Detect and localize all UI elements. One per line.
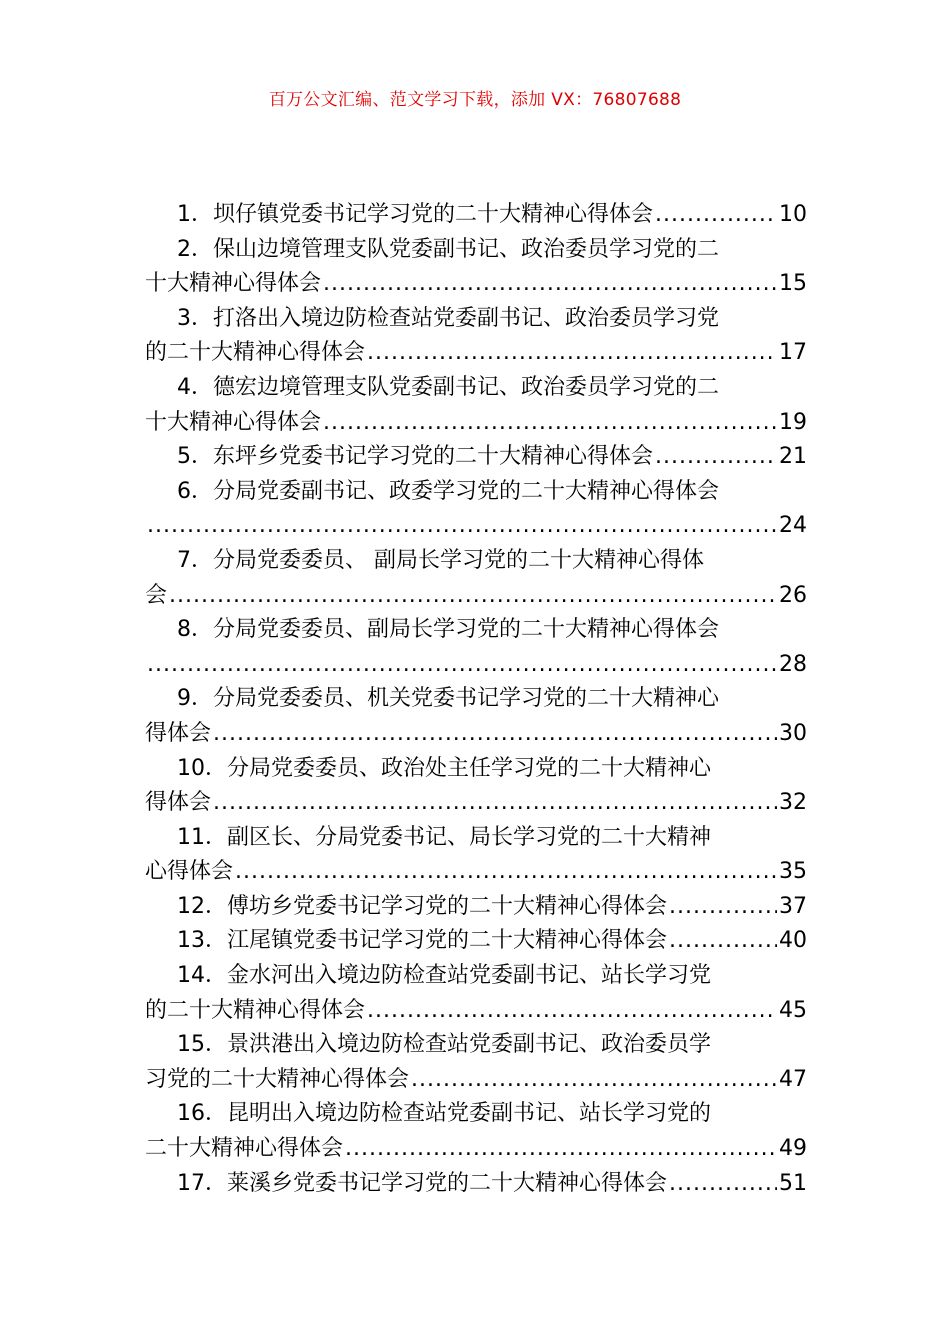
toc-page-number: 24	[779, 513, 807, 539]
dot-leader	[669, 1167, 777, 1202]
toc-entry-title: 的二十大精神心得体会	[145, 997, 366, 1023]
dot-leader	[169, 579, 777, 614]
toc-entry[interactable]	[145, 233, 807, 302]
toc-page-number: 17	[779, 340, 807, 366]
toc-entry-title: 11．副区长、分局党委书记、局长学习党的二十大精神	[177, 824, 711, 850]
toc-entry-title: 13．江尾镇党委书记学习党的二十大精神心得体会	[177, 928, 667, 954]
toc-entry[interactable]	[145, 1167, 807, 1202]
dot-leader	[235, 855, 777, 890]
toc-page-number: 40	[779, 928, 807, 954]
toc-entry[interactable]	[145, 821, 807, 890]
toc-entry-leader-line	[145, 509, 807, 544]
toc-page-number: 37	[779, 893, 807, 919]
toc-entry-title: 17．莱溪乡党委书记学习党的二十大精神心得体会	[177, 1170, 667, 1196]
dot-leader	[655, 440, 777, 475]
dot-leader	[655, 198, 777, 233]
toc-entry[interactable]	[145, 1028, 807, 1097]
toc-entry[interactable]	[145, 890, 807, 925]
toc-page-number: 28	[779, 651, 807, 677]
toc-entry-leader-line	[145, 994, 807, 1029]
dot-leader	[147, 509, 777, 544]
toc-entry[interactable]	[145, 613, 807, 682]
dot-leader	[669, 924, 777, 959]
toc-entry-leader-line	[145, 890, 807, 925]
toc-entry-leader-line	[145, 1167, 807, 1202]
toc-entry[interactable]	[145, 1097, 807, 1166]
toc-page-number: 35	[779, 859, 807, 885]
toc-entry-leader-line	[145, 648, 807, 683]
toc-entry-title: 12．傅坊乡党委书记学习党的二十大精神心得体会	[177, 893, 667, 919]
toc-entry-title: 9．分局党委委员、机关党委书记学习党的二十大精神心	[177, 686, 719, 712]
table-of-contents	[145, 198, 807, 1201]
toc-entry[interactable]	[145, 371, 807, 440]
toc-entry-title: 14．金水河出入境边防检查站党委副书记、站长学习党	[177, 963, 711, 989]
dot-leader	[323, 406, 777, 441]
dot-leader	[345, 1132, 777, 1167]
toc-entry-title: 得体会	[145, 720, 212, 746]
toc-entry-leader-line	[145, 1063, 807, 1098]
toc-entry-leader-line	[145, 406, 807, 441]
dot-leader	[411, 1063, 777, 1098]
header-watermark-text: 百万公文汇编、范文学习下载，添加 VX：76807688	[268, 90, 682, 110]
dot-leader	[367, 994, 777, 1029]
toc-entry[interactable]	[145, 544, 807, 613]
toc-entry[interactable]	[145, 959, 807, 1028]
toc-entry-leader-line	[145, 336, 807, 371]
dot-leader	[147, 648, 777, 683]
toc-entry-title: 5．东坪乡党委书记学习党的二十大精神心得体会	[177, 444, 653, 470]
toc-entry-title: 1．坝仔镇党委书记学习党的二十大精神心得体会	[177, 202, 653, 227]
toc-entry-title: 15．景洪港出入境边防检查站党委副书记、政治委员学	[177, 1032, 711, 1058]
toc-entry-title: 习党的二十大精神心得体会	[145, 1066, 410, 1092]
toc-page-number: 47	[779, 1066, 807, 1092]
toc-entry[interactable]	[145, 475, 807, 544]
toc-entry-leader-line	[145, 1132, 807, 1167]
toc-entry-title: 心得体会	[145, 859, 234, 885]
toc-page-number: 51	[779, 1170, 807, 1196]
toc-page-number: 26	[779, 582, 807, 608]
toc-entry-title: 会	[145, 582, 168, 608]
toc-entry[interactable]	[145, 752, 807, 821]
toc-page-number: 19	[779, 409, 807, 435]
toc-page-number: 21	[779, 444, 807, 470]
toc-entry[interactable]	[145, 198, 807, 233]
toc-entry[interactable]	[145, 682, 807, 751]
toc-entry-title: 16．昆明出入境边防检查站党委副书记、站长学习党的	[177, 1101, 711, 1127]
toc-entry-leader-line	[145, 717, 807, 752]
toc-entry-title: 十大精神心得体会	[145, 409, 322, 435]
toc-entry[interactable]	[145, 924, 807, 959]
dot-leader	[213, 717, 777, 752]
toc-entry-title: 二十大精神心得体会	[145, 1136, 344, 1162]
dot-leader	[367, 336, 777, 371]
dot-leader	[213, 786, 777, 821]
toc-entry-title: 7．分局党委委员、 副局长学习党的二十大精神心得体	[177, 547, 704, 573]
toc-entry-title: 3．打洛出入境边防检查站党委副书记、政治委员学习党	[177, 305, 719, 331]
toc-entry-title: 10．分局党委委员、政治处主任学习党的二十大精神心	[177, 755, 711, 781]
toc-entry-leader-line	[145, 924, 807, 959]
toc-entry-title: 2．保山边境管理支队党委副书记、政治委员学习党的二	[177, 236, 719, 262]
toc-page-number: 10	[779, 202, 807, 227]
toc-entry-title: 8．分局党委委员、副局长学习党的二十大精神心得体会	[177, 617, 719, 643]
toc-entry[interactable]	[145, 440, 807, 475]
toc-page-number: 15	[779, 271, 807, 297]
toc-entry-title: 4．德宏边境管理支队党委副书记、政治委员学习党的二	[177, 374, 719, 400]
toc-page-number: 45	[779, 997, 807, 1023]
dot-leader	[323, 267, 777, 302]
toc-entry-leader-line	[145, 855, 807, 890]
toc-entry-leader-line	[145, 198, 807, 233]
toc-entry-leader-line	[145, 786, 807, 821]
toc-entry-leader-line	[145, 267, 807, 302]
toc-entry[interactable]	[145, 302, 807, 371]
toc-page-number: 30	[779, 720, 807, 746]
toc-entry-leader-line	[145, 579, 807, 614]
toc-page-number: 32	[779, 790, 807, 816]
toc-entry-title: 6．分局党委副书记、政委学习党的二十大精神心得体会	[177, 478, 719, 504]
toc-entry-leader-line	[145, 440, 807, 475]
toc-entry-title: 的二十大精神心得体会	[145, 340, 366, 366]
toc-entry-title: 得体会	[145, 790, 212, 816]
toc-page-number: 49	[779, 1136, 807, 1162]
toc-entry-title: 十大精神心得体会	[145, 271, 322, 297]
dot-leader	[669, 890, 777, 925]
